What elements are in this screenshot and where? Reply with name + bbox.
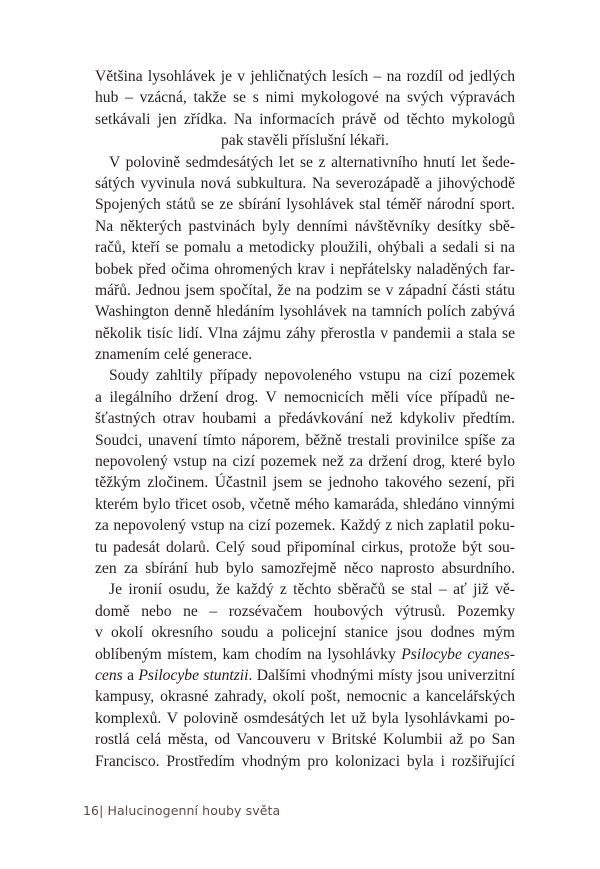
text-line: za nepovolený vstup na cizí pozemek. Každý z nich zaplatil poku- <box>95 517 515 535</box>
text-line: několik tisíc lidí. Vlna zájmu záhy přerostla v pandemii a stala se <box>95 324 515 342</box>
species-name: cens <box>95 666 123 684</box>
species-name: Psilocybe cyanes- <box>401 645 515 663</box>
text-line: Na některých pastvinách byly denními návštěvníky desítky sbě- <box>95 217 515 235</box>
text-line: Washington denně hledáním lysohlávek na tamních polích zabývá <box>95 303 515 321</box>
text-line: Soudy zahltily případy nepovoleného vstupu na cizí pozemek <box>109 367 515 385</box>
text-line: kterém bylo třicet osob, včetně mého kamaráda, shledáno vinnými <box>95 495 515 513</box>
text-line <box>95 665 515 686</box>
text-line: sátých vyvinula nová subkultura. Na severozápadě a jihovýchodě <box>95 174 515 192</box>
text-line: těžkým zločinem. Účastnil jsem se jednoho takového sezení, při <box>95 474 515 492</box>
text-line: tu padesát dolarů. Celý soud připomínal cirkus, protože být sou- <box>95 538 515 556</box>
text-line: Je ironií osudu, že každý z těchto sběračů se stal – ať již vě- <box>109 581 515 599</box>
text-line: V polovině sedmdesátých let se z alternativního hnutí let šede- <box>109 153 515 171</box>
species-name: Psilocybe stuntzii <box>138 666 249 684</box>
text-line: a ilegálního držení drog. V nemocnicích měli více případů ne- <box>95 388 515 406</box>
page-number: 16 <box>83 803 100 818</box>
text-line: domě nebo ne – rozsévačem houbových výtrusů. Pozemky <box>95 602 515 620</box>
text-run: a <box>122 666 139 684</box>
footer-separator: | <box>99 803 104 818</box>
text-line: rostlá celá města, od Vancouveru v Britské Kolumbii až po San <box>95 731 515 749</box>
text-line: komplexů. V polovině osmdesátých let už byla lysohlávkami po- <box>95 709 515 727</box>
running-title: Halucinogenní houby světa <box>107 803 281 818</box>
text-line: mářů. Jednou jsem spočítal, že na podzim se v západní části státu <box>95 281 515 299</box>
text-run: oblíbeným místem, kam chodím na lysohlávky <box>95 645 402 663</box>
text-run: . Dalšími vhodnými místy jsou univerzitní <box>248 666 516 684</box>
text-line: bobek před očima ohromených krav i nepřátelsky naladěných far- <box>95 260 515 278</box>
text-line: znamením celé generace. <box>95 346 253 364</box>
text-line: šťastných otrav houbami a předávkování než kdykoliv předtím. <box>95 410 515 428</box>
text-line: hub – vzácná, takže se s nimi mykologové na svých výpravách <box>95 89 515 107</box>
text-line: kampusy, okrasné zahrady, okolí pošt, nemocnic a kancelářských <box>95 688 515 706</box>
text-line: v okolí okresního soudu a policejní stanice jsou dodnes mým <box>95 624 515 642</box>
page-footer <box>83 803 280 818</box>
text-line: račů, kteří se pomalu a metodicky ploužili, ohýbali a sedali si na <box>95 239 515 257</box>
body-text <box>95 66 515 772</box>
text-line: Většina lysohlávek je v jehličnatých lesích – na rozdíl od jedlých <box>95 68 515 85</box>
text-line: nepovolený vstup na cizí pozemek než za držení drog, které bylo <box>95 453 515 471</box>
text-line: setkávali jen zřídka. Na informacích právě od těchto mykologů <box>95 110 515 128</box>
text-line: Francisco. Prostředím vhodným pro kolonizaci byla i rozšiřující <box>95 752 515 770</box>
text-line: pak stavěli příslušní lékaři. <box>220 132 390 150</box>
text-line <box>95 644 515 665</box>
text-line: Spojených států se ze sbírání lysohlávek stal téměř národní sport. <box>95 196 515 214</box>
text-line: zen za sbírání hub bylo samozřejmě něco naprosto absurdního. <box>95 559 515 577</box>
text-line: Soudci, unavení tímto náporem, běžně trestali provinilce spíše za <box>95 431 515 449</box>
